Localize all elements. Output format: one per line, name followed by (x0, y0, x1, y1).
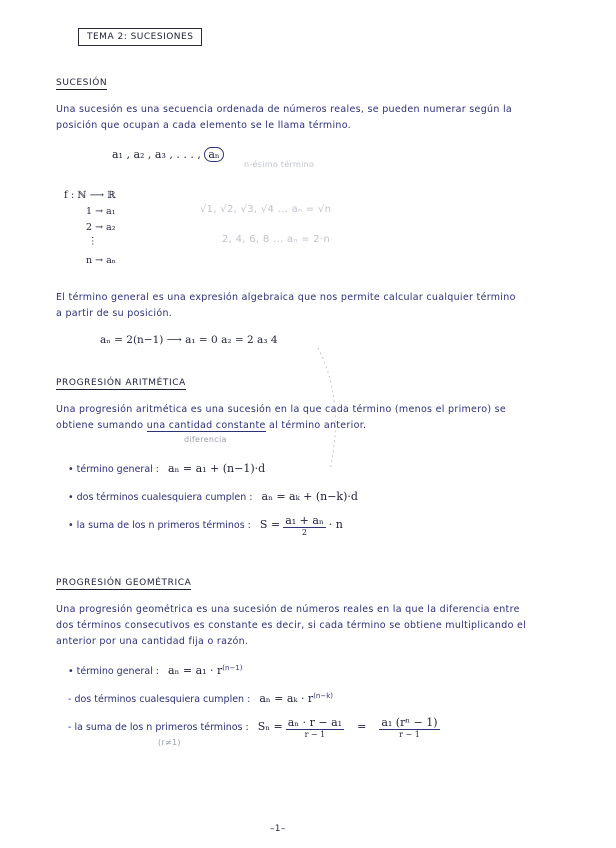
example-formula: aₙ = 2(n−1) ⟶ a₁ = 0 a₂ = 2 a₃ 4 (100, 334, 278, 346)
pencil-note-r-not-one: (r≠1) (158, 738, 181, 747)
bullet3-numerator: a₁ + aₙ (285, 514, 324, 527)
bullet2-formula: aₙ = aₖ + (n−k)·d (261, 490, 358, 503)
geo-frac1-denominator: r − 1 (304, 730, 326, 739)
faint-example-1: √1, √2, √3, √4 ... aₙ = √n (200, 204, 332, 215)
aritmetica-bullet-1 (68, 462, 265, 475)
geo-bullet1-label: • término general : (68, 666, 160, 678)
faint-example-2: 2, 4, 6, 8 ... aₙ = 2·n (222, 234, 331, 245)
geo-bullet3-lhs: Sₙ = (257, 720, 283, 733)
geo-bullet3-fraction-1 (286, 716, 344, 739)
section-heading-geometrica: PROGRESIÓN GEOMÉTRICA (56, 578, 192, 588)
section-heading-sucesion: SUCESIÓN (56, 78, 108, 88)
sequence-terms (112, 148, 224, 161)
page-number: –1– (270, 824, 286, 834)
circled-term: aₙ (204, 147, 223, 162)
terms-list: a₁ , a₂ , a₃ , . . . , (112, 148, 201, 161)
section-heading-aritmetica: PROGRESIÓN ARITMÉTICA (56, 378, 186, 388)
map-row-1: 1 → a₁ (86, 206, 116, 217)
sucesion-definition-line1: Una sucesión es una secuencia ordenada de números reales, se pueden numerar según la (56, 104, 513, 115)
geo-bullet3-label: - la suma de los n primeros términos : (68, 722, 249, 733)
aritmetica-def-line2 (56, 420, 366, 431)
def-line2-underlined: una cantidad constante (146, 420, 266, 431)
bullet3-lhs: S = (259, 518, 281, 531)
map-header: f : ℕ ⟶ ℝ (64, 190, 116, 201)
geo-frac2-denominator: r − 1 (399, 730, 420, 739)
general-term-line2: a partir de su posición. (56, 308, 173, 319)
bullet3-denominator: 2 (301, 528, 307, 537)
aritmetica-bullet-3 (68, 514, 343, 537)
geo-bullet2-label: - dos términos cualesquiera cumplen : (68, 694, 251, 706)
geo-frac2-numerator: a₁ (rⁿ − 1) (381, 716, 438, 729)
bullet1-label: • término general : (68, 464, 160, 475)
map-row-2: 2 → a₂ (86, 222, 116, 233)
geometrica-bullet-3 (68, 716, 440, 739)
def-line2-pre: obtiene sumando (56, 420, 144, 431)
aritmetica-def-line1: Una progresión aritmética es una sucesión en la que cada término (menos el primero) se (56, 404, 507, 415)
circled-term-note: n-ésimo término (244, 160, 315, 169)
geometrica-def-line2: dos términos consecutivos es constante es decir, si cada término se obtiene multiplicando el (56, 620, 527, 631)
bullet1-formula: aₙ = a₁ + (n−1)·d (168, 462, 266, 475)
geo-bullet2-formula: aₙ = aₖ · r (259, 692, 314, 706)
geometrica-bullet-1 (68, 664, 243, 677)
geo-bullet1-exponent: (n−1) (222, 664, 243, 672)
geo-bullet1-formula: aₙ = a₁ · r (168, 664, 223, 678)
map-row-n: n → aₙ (86, 255, 116, 266)
map-row-dots: ⋮ (88, 236, 98, 247)
geometrica-def-line3: anterior por una cantidad fija o razón. (56, 636, 249, 647)
pencil-note-diferencia: diferencia (184, 435, 227, 444)
sucesion-definition-line2: posición que ocupan a cada elemento se le llama término. (56, 120, 351, 131)
general-term-line1: El término general es una expresión algebraica que nos permite calcular cualquier término (56, 292, 516, 303)
geo-bullet2-exponent: (n−k) (313, 692, 334, 700)
geo-bullet3-fraction-2 (379, 716, 439, 739)
geo-bullet3-equals: = (357, 720, 367, 733)
geometrica-def-line1: Una progresión geométrica es una sucesión de números reales en la que la diferencia entre (56, 604, 520, 615)
bullet3-fraction (283, 514, 326, 537)
geo-frac1-numerator: aₙ · r − a₁ (287, 716, 343, 729)
bullet3-tail: · n (328, 518, 343, 531)
aritmetica-bullet-2 (68, 490, 358, 503)
bullet3-label: • la suma de los n primeros términos : (68, 520, 251, 531)
bullet2-label: • dos términos cualesquiera cumplen : (68, 492, 253, 503)
geometrica-bullet-2 (68, 692, 333, 705)
page-title: TEMA 2: SUCESIONES (78, 28, 202, 46)
def-line2-post: al término anterior. (268, 420, 367, 431)
